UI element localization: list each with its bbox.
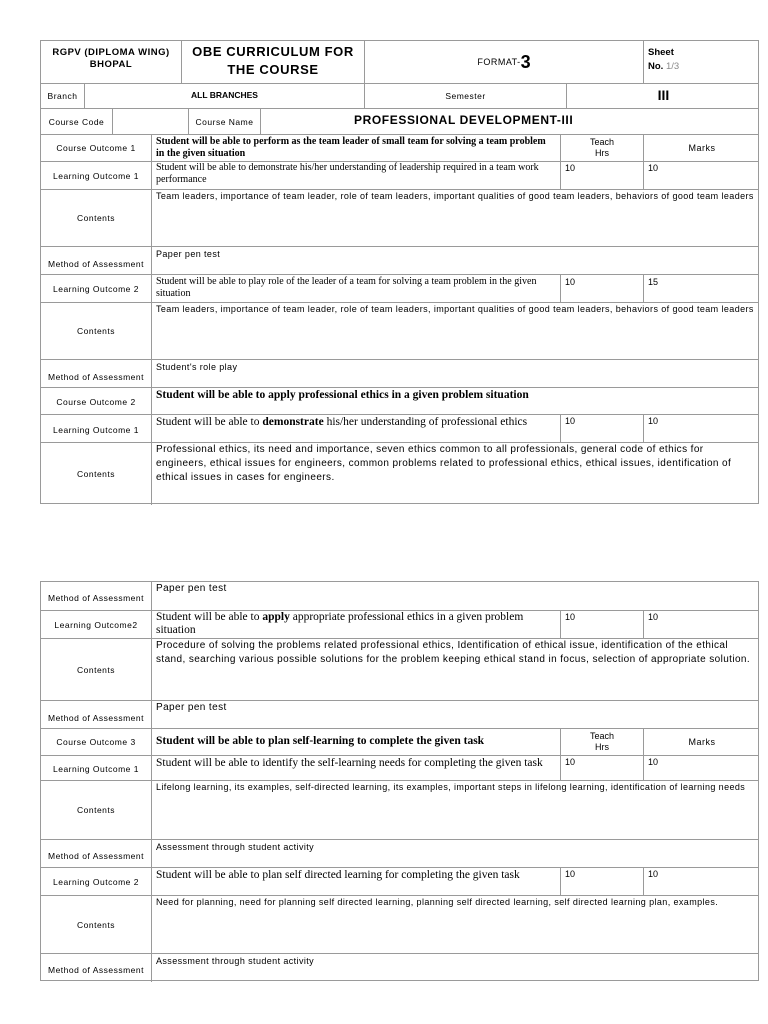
s1-teach-hrs-header: Teach Hrs — [560, 135, 643, 161]
s2-moa4-label: Method of Assessment — [48, 965, 144, 975]
course-name-value: PROFESSIONAL DEVELOPMENT-III — [260, 109, 760, 134]
s1-lo1-text: Student will be able to demonstrate his/her understanding of leadership required in a team work performance — [151, 162, 560, 189]
sheet-cell — [643, 41, 760, 83]
s2-lo3-label: Learning Outcome 2 — [52, 876, 140, 887]
format-label: FORMAT- — [477, 57, 521, 67]
s2-teach-hrs-header: Teach Hrs — [560, 729, 643, 755]
s1-co1-text: Student will be able to perform as the team leader of small team for solving a team problem in the given situation — [151, 135, 560, 161]
s2-co3-label: Course Outcome 3 — [56, 737, 136, 747]
s1-moa2-label: Method of Assessment — [48, 371, 144, 382]
s1-moa1-label: Method of Assessment — [48, 258, 144, 269]
s2-marks-header: Marks — [643, 729, 760, 755]
s1-contents2-text: Team leaders, importance of team leader, role of team leaders, important qualities of good team leaders, behaviors of good team leaders — [151, 303, 760, 359]
course-code-label: Course Code — [48, 116, 105, 127]
s1-lo1-label: Learning Outcome 1 — [52, 170, 140, 181]
branch-value: ALL BRANCHES — [84, 84, 364, 108]
institute-cell — [41, 41, 181, 83]
s1-lo3-text: Student will be able to demonstrate his/her understanding of professional ethics — [151, 415, 560, 442]
s1-learning-outcome-2-row — [41, 274, 758, 302]
sheet-no-label: No. — [648, 61, 664, 72]
course-name-label: Course Name — [188, 109, 260, 134]
s1-lo2-label: Learning Outcome 2 — [52, 283, 140, 294]
course-row — [41, 108, 758, 134]
s2-contents-2-row — [41, 780, 758, 839]
s2-lo2-marks: 10 — [643, 756, 760, 780]
s2-lo1-text: Student will be able to apply appropriate professional ethics in a given problem situation — [151, 611, 560, 638]
s1-learning-outcome-row — [41, 161, 758, 189]
sheet-label: Sheet — [648, 47, 674, 58]
branch-row — [41, 83, 758, 108]
s1-learning-outcome-3-row — [41, 414, 758, 442]
s2-assessment-4-row — [41, 953, 758, 982]
s1-contents-2-row — [41, 302, 758, 359]
s2-lo1-label: Learning Outcome2 — [54, 619, 138, 630]
s2-contents-3-row — [41, 895, 758, 953]
s1-lo1-hrs: 10 — [560, 162, 643, 189]
s2-co3-text: Student will be able to plan self-learning to complete the given task — [151, 729, 560, 755]
s1-contents-3-row — [41, 442, 758, 505]
s2-course-outcome-row — [41, 728, 758, 755]
s1-assessment-2-row — [41, 359, 758, 387]
s2-lo3-text: Student will be able to plan self directed learning for completing the given task — [151, 868, 560, 895]
s2-contents3-text: Need for planning, need for planning self directed learning, planning self directed learning, self directed learning plan, examples. — [151, 896, 760, 953]
s1-co2-label: Course Outcome 2 — [56, 397, 136, 407]
s2-moa3-text: Assessment through student activity — [151, 840, 760, 867]
sheet-no-value: 1/3 — [665, 61, 680, 72]
s2-assessment-3-row — [41, 839, 758, 867]
s1-contents1-label: Contents — [76, 213, 116, 223]
s2-contents3-label: Contents — [76, 919, 116, 930]
institute-name: RGPV (DIPLOMA WING) — [52, 47, 170, 58]
s1-assessment-row — [41, 246, 758, 274]
s2-lo2-label: Learning Outcome 1 — [52, 764, 140, 774]
s2-moa4-text: Assessment through student activity — [151, 954, 760, 982]
s2-assessment-row — [41, 582, 758, 610]
s1-lo3-label: Learning Outcome 1 — [52, 424, 140, 435]
s2-lo2-text: Student will be able to identify the self-learning needs for completing the given task — [151, 756, 560, 780]
title-cell — [181, 41, 364, 83]
s2-moa2-label: Method of Assessment — [48, 712, 144, 723]
course-code-value — [112, 109, 188, 134]
s1-co1-label: Course Outcome 1 — [56, 143, 136, 153]
s1-contents3-label: Contents — [76, 469, 116, 479]
s1-moa1-text: Paper pen test — [151, 247, 760, 274]
s2-moa1-text: Paper pen test — [151, 582, 760, 610]
s2-contents1-label: Contents — [76, 664, 116, 675]
s2-contents2-label: Contents — [76, 805, 116, 815]
format-cell — [364, 41, 643, 83]
branch-label: Branch — [47, 91, 78, 101]
s1-course-outcome-2-row — [41, 387, 758, 414]
s2-moa3-label: Method of Assessment — [48, 850, 144, 861]
s1-contents2-label: Contents — [76, 326, 116, 336]
s2-assessment-2-row — [41, 700, 758, 728]
s1-lo1-marks: 10 — [643, 162, 760, 189]
format-number: 3 — [520, 52, 531, 72]
s1-contents-row — [41, 189, 758, 246]
s2-lo2-hrs: 10 — [560, 756, 643, 780]
form-title-line1: OBE CURRICULUM FOR — [192, 44, 354, 59]
s2-contents2-text: Lifelong learning, its examples, self-directed learning, its examples, important steps in lifelong learning, identification of learning needs — [151, 781, 760, 839]
s1-co2-text: Student will be able to apply professional ethics in a given problem situation — [151, 388, 760, 414]
s2-lo1-hrs: 10 — [560, 611, 643, 638]
institute-city: BHOPAL — [89, 59, 133, 70]
s1-contents1-text: Team leaders, importance of team leader, role of team leaders, important qualities of good team leaders, behaviors of good team leaders — [151, 190, 760, 246]
semester-label: Semester — [364, 84, 566, 108]
s2-lo1-marks: 10 — [643, 611, 760, 638]
s2-contents1-text: Procedure of solving the problems related professional ethics, Identification of ethical issue, identification of the ethical stand, searching various possible solutions for the problem keeping ethical stand in focus, selection of appropriate solution. — [151, 639, 760, 700]
s1-moa2-text: Student's role play — [151, 360, 760, 387]
s1-lo3-hrs: 10 — [560, 415, 643, 442]
s1-marks-header: Marks — [643, 135, 760, 161]
s1-contents3-text: Professional ethics, its need and importance, seven ethics common to all professionals, general code of ethics for engineers, ethical issues for engineers, common problems related to professional ethics, ethical issues, identification of ethical issues in cases for engineers. — [151, 443, 760, 505]
s2-learning-outcome-row — [41, 610, 758, 638]
header-row — [41, 41, 758, 83]
semester-value: III — [566, 84, 760, 108]
s2-moa2-text: Paper pen test — [151, 701, 760, 728]
s2-contents-row — [41, 638, 758, 700]
s2-lo3-hrs: 10 — [560, 868, 643, 895]
sheet-2-table — [40, 581, 759, 981]
s1-lo2-marks: 15 — [643, 275, 760, 302]
s1-lo3-marks: 10 — [643, 415, 760, 442]
s1-lo2-text: Student will be able to play role of the leader of a team for solving a team problem in the given situation — [151, 275, 560, 302]
s1-lo2-hrs: 10 — [560, 275, 643, 302]
s2-moa1-label: Method of Assessment — [48, 593, 144, 603]
s1-course-outcome-row — [41, 134, 758, 161]
s2-lo3-marks: 10 — [643, 868, 760, 895]
s2-learning-outcome-3-row — [41, 867, 758, 895]
form-title-line2: THE COURSE — [227, 62, 319, 77]
sheet-1-table — [40, 40, 759, 504]
s2-learning-outcome-2-row — [41, 755, 758, 780]
